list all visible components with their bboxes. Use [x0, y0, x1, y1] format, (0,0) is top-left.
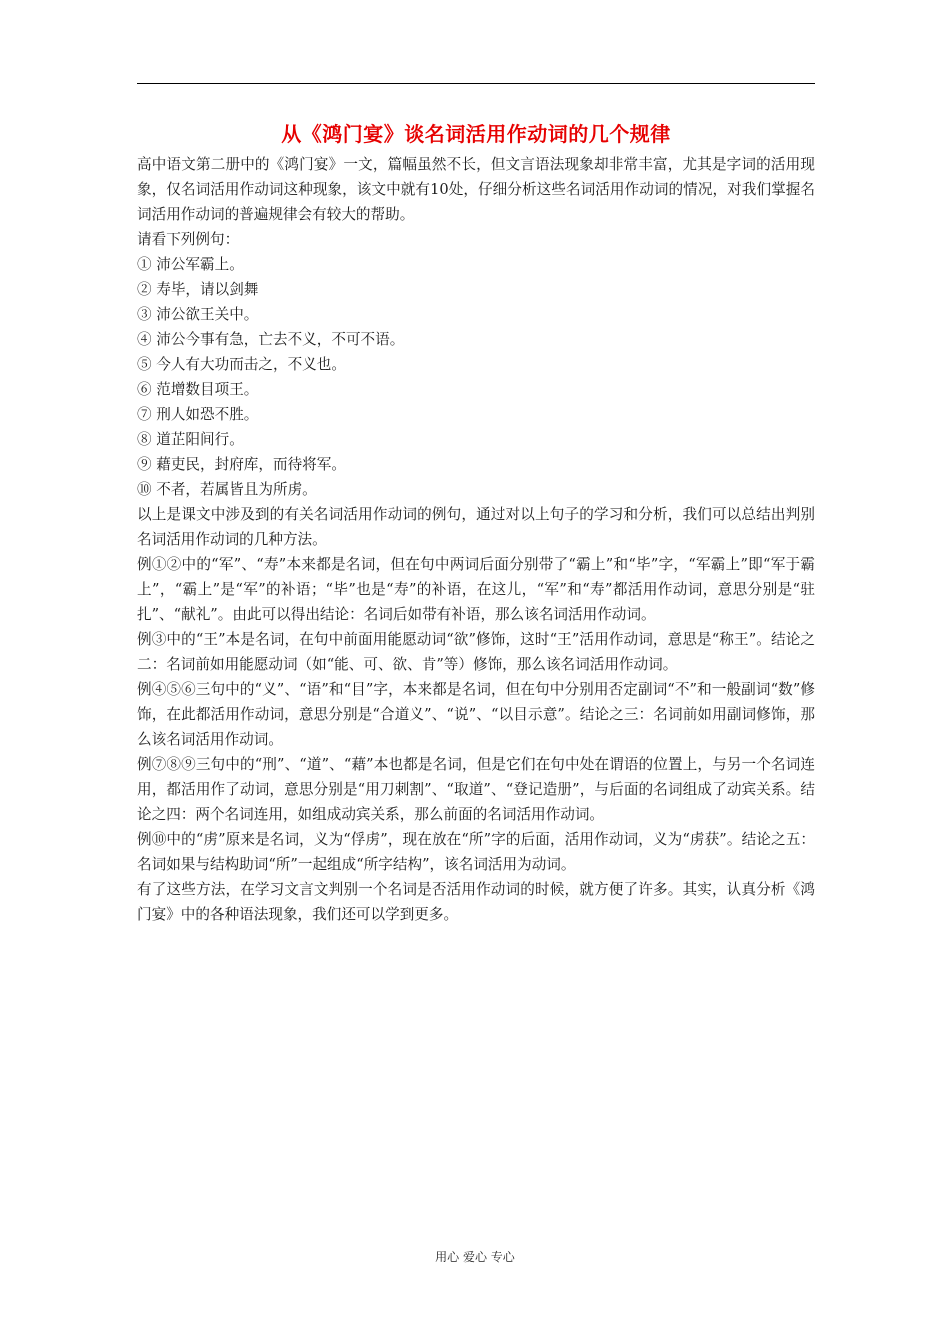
analysis-paragraph: 例③中的“王”本是名词，在句中前面用能愿动词“欲”修饰，这时“王”活用作动词，意思是“称王”。结论之二：名词前如用能愿动词（如“能、可、欲、肯”等）修饰，那么该名词活用作动词。 [137, 631, 815, 673]
intro-paragraph: 高中语文第二册中的《鸿门宴》一文，篇幅虽然不长，但文言语法现象却非常丰富，尤其是字词的活用现象，仅名词活用作动词这种现象，该文中就有10处，仔细分析这些名词活用作动词的情况，对我们掌握名词活用作动词的普遍规律会有较大的帮助。 [137, 156, 815, 223]
example-item: ⑩ 不者，若属皆且为所虏。 [137, 481, 317, 498]
conclusion-paragraph: 有了这些方法，在学习文言文判别一个名词是否活用作动词的时候，就方便了许多。其实，认真分析《鸿门宴》中的各种语法现象，我们还可以学到更多。 [137, 881, 815, 923]
example-item: ⑨ 藉吏民，封府库，而待将军。 [137, 456, 346, 473]
example-item: ① 沛公军霸上。 [137, 256, 244, 273]
summary-paragraph: 以上是课文中涉及到的有关名词活用作动词的例句，通过对以上句子的学习和分析，我们可以总结出判别名词活用作动词的几种方法。 [137, 506, 815, 548]
header-rule [137, 83, 815, 84]
document-title: 从《鸿门宴》谈名词活用作动词的几个规律 [281, 122, 671, 146]
example-item: ⑧ 道芷阳间行。 [137, 431, 244, 448]
example-item: ⑦ 刑人如恐不胜。 [137, 406, 259, 423]
example-item: ④ 沛公今事有急，亡去不义，不可不语。 [137, 331, 405, 348]
page-footer: 用心 爱心 专心 [435, 1250, 515, 1264]
analysis-paragraph: 例④⑤⑥三句中的“义”、“语”和“目”字，本来都是名词，但在句中分别用否定副词“不”和一般副词“数”修饰，在此都活用作动词，意思分别是“合道义”、“说”、“以目示意”。结论之三：名词前如用副词修饰，那么该名词活用作动词。 [137, 681, 815, 748]
analysis-paragraph: 例⑩中的“虏”原来是名词，义为“俘虏”，现在放在“所”字的后面，活用作动词，义为“虏获”。结论之五：名词如果与结构助词“所”一起组成“所字结构”，该名词活用为动词。 [137, 831, 815, 873]
example-item: ② 寿毕，请以剑舞 [137, 281, 259, 298]
document-body [137, 118, 815, 927]
analysis-paragraph: 例①②中的“军”、“寿”本来都是名词，但在句中两词后面分别带了“霸上”和“毕”字，“军霸上”即“军于霸上”，“霸上”是“军”的补语；“毕”也是“寿”的补语，在这儿，“军”和“寿”都活用作动词，意思分别是“驻扎”、“献礼”。由此可以得出结论：名词后如带有补语，那么该名词活用作动词。 [137, 556, 815, 623]
examples-lead: 请看下列例句： [137, 231, 240, 248]
example-list [137, 252, 815, 502]
example-item: ⑥ 范增数目项王。 [137, 381, 259, 398]
analysis-paragraph: 例⑦⑧⑨三句中的“刑”、“道”、“藉”本也都是名词，但是它们在句中处在谓语的位置上，与另一个名词连用，都活用作了动词，意思分别是“用刀刺割”、“取道”、“登记造册”，与后面的名词组成了动宾关系。结论之四：两个名词连用，如组成动宾关系，那么前面的名词活用作动词。 [137, 756, 815, 823]
example-item: ⑤ 今人有大功而击之，不义也。 [137, 356, 346, 373]
example-item: ③ 沛公欲王关中。 [137, 306, 259, 323]
